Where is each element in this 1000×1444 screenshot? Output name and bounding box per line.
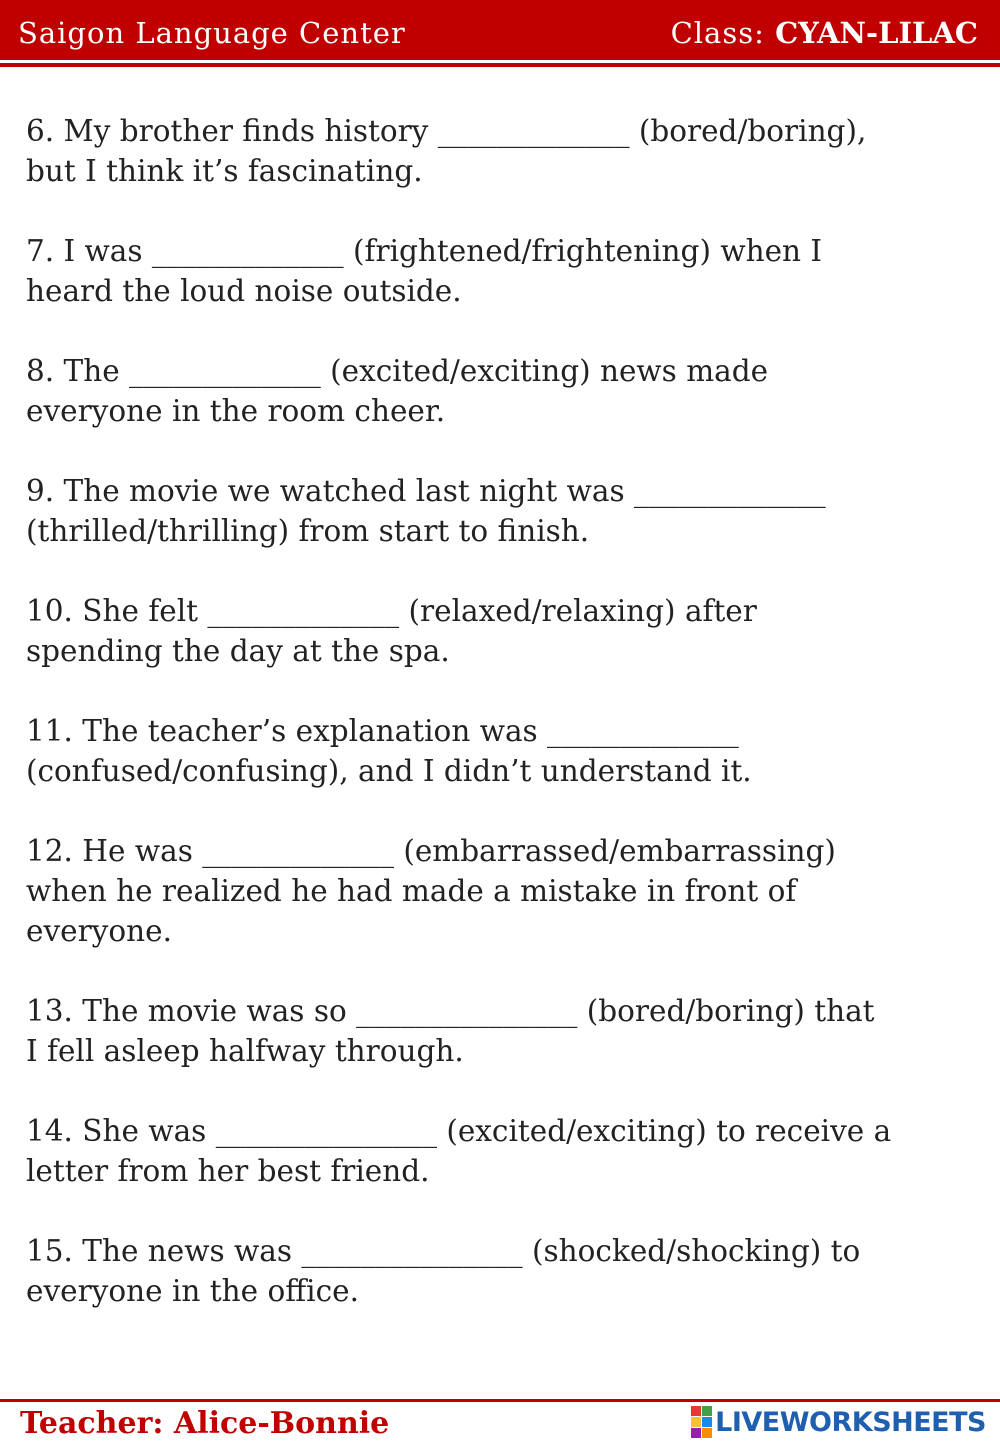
question-14 (26, 1111, 986, 1191)
question-line: (thrilled/thrilling) from start to finish. (26, 514, 590, 548)
class-name: CYAN-LILAC (775, 16, 978, 50)
question-line: 14. She was _______________ (excited/exciting) to receive a (26, 1114, 892, 1148)
question-line: everyone. (26, 914, 172, 948)
question-line: 9. The movie we watched last night was _____________ (26, 474, 826, 508)
liveworksheets-logo[interactable] (691, 1407, 986, 1437)
question-list (26, 111, 986, 1351)
question-7 (26, 231, 986, 311)
question-line: when he realized he had made a mistake in front of (26, 874, 797, 908)
class-prefix: Class: (670, 16, 765, 50)
footer-divider (0, 1399, 1000, 1402)
question-line: spending the day at the spa. (26, 634, 450, 668)
question-line: 13. The movie was so _______________ (bored/boring) that (26, 994, 875, 1028)
question-line: letter from her best friend. (26, 1154, 430, 1188)
question-9 (26, 471, 986, 551)
logo-text: LIVEWORKSHEETS (715, 1406, 986, 1438)
question-11 (26, 711, 986, 791)
school-title: Saigon Language Center (18, 16, 406, 50)
class-label (671, 15, 978, 51)
question-line: everyone in the room cheer. (26, 394, 446, 428)
question-line: heard the loud noise outside. (26, 274, 462, 308)
question-line: I fell asleep halfway through. (26, 1034, 464, 1068)
header-bar (0, 0, 1000, 60)
question-8 (26, 351, 986, 431)
question-10 (26, 591, 986, 671)
question-line: 11. The teacher’s explanation was _____________ (26, 714, 739, 748)
question-line: 12. He was _____________ (embarrassed/embarrassing) (26, 834, 836, 868)
question-line: but I think it’s fascinating. (26, 154, 423, 188)
question-12 (26, 831, 986, 951)
question-15 (26, 1231, 986, 1311)
header-divider (0, 63, 1000, 67)
question-line: 15. The news was _______________ (shocked/shocking) to (26, 1234, 861, 1268)
question-line: (confused/confusing), and I didn’t understand it. (26, 754, 752, 788)
teacher-name: Teacher: Alice-Bonnie (20, 1406, 390, 1441)
question-line: 10. She felt _____________ (relaxed/relaxing) after (26, 594, 757, 628)
question-6 (26, 111, 986, 191)
question-line: everyone in the office. (26, 1274, 359, 1308)
question-13 (26, 991, 986, 1071)
question-line: 6. My brother finds history _____________ (bored/boring), (26, 114, 867, 148)
question-line: 8. The _____________ (excited/exciting) news made (26, 354, 769, 388)
question-line: 7. I was _____________ (frightened/frightening) when I (26, 234, 823, 268)
liveworksheets-grid-icon (691, 1406, 712, 1438)
